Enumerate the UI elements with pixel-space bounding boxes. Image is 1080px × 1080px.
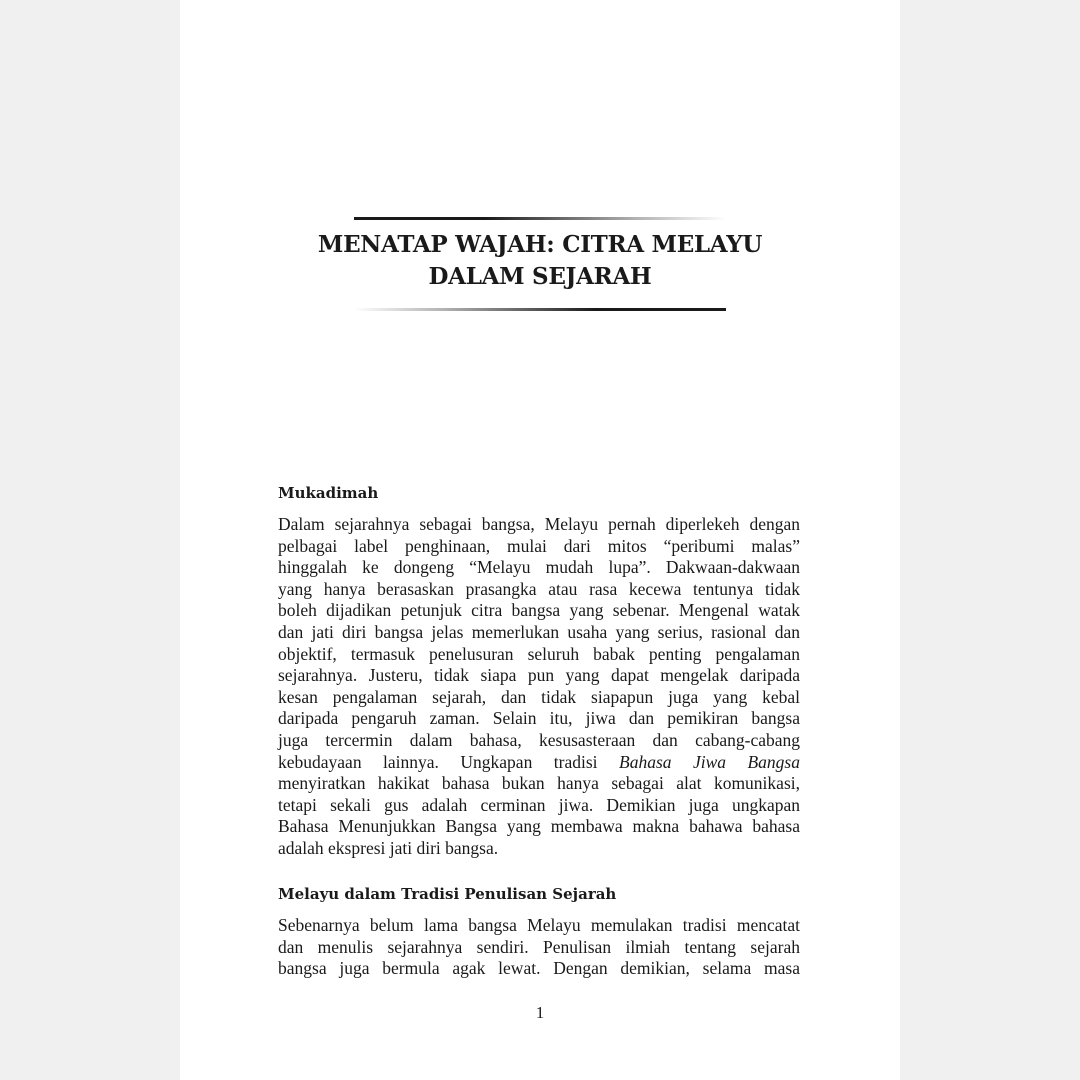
chapter-title <box>280 229 800 293</box>
text-line-with-italic <box>278 752 800 774</box>
text-line: yang hanya berasaskan prasangka atau rasa kecewa tentunya tidak <box>278 578 800 599</box>
paragraph-mukadimah <box>278 514 800 860</box>
chapter-title-line: MENATAP WAJAH: CITRA MELAYU <box>317 231 763 258</box>
text-line: juga tercermin dalam bahasa, kesusasteraan dan cabang-cabang <box>278 729 800 750</box>
title-rule-bottom <box>354 308 726 311</box>
text-line: dan menulis sejarahnya sendiri. Penulisan ilmiah tentang sejarah <box>278 936 800 957</box>
text-line: tetapi sekali gus adalah cerminan jiwa. Demikian juga ungkapan <box>278 794 800 815</box>
text-line: daripada pengaruh zaman. Selain itu, jiwa dan pemikiran bangsa <box>278 708 800 729</box>
text-line: sejarahnya. Justeru, tidak siapa pun yang dapat mengelak daripada <box>278 665 800 686</box>
text-line: boleh dijadikan petunjuk citra bangsa yang sebenar. Mengenal watak <box>278 600 800 621</box>
section-heading-tradisi-penulisan: Melayu dalam Tradisi Penulisan Sejarah <box>278 885 617 903</box>
book-page <box>180 0 900 1080</box>
chapter-title-line: DALAM SEJARAH <box>428 263 652 290</box>
text-line: Sebenarnya belum lama bangsa Melayu memulakan tradisi mencatat <box>278 915 800 935</box>
text-line: dan jati diri bangsa jelas memerlukan usaha yang serius, rasional dan <box>278 621 800 642</box>
text-segment: kebudayaan lainnya. Ungkapan tradisi <box>278 751 598 772</box>
text-line: adalah ekspresi jati diri bangsa. <box>278 837 499 858</box>
paragraph-tradisi-penulisan <box>278 915 800 980</box>
text-line: pelbagai label penghinaan, mulai dari mitos “peribumi malas” <box>278 535 800 556</box>
text-line: Dalam sejarahnya sebagai bangsa, Melayu pernah diperlekeh dengan <box>278 514 800 534</box>
text-line: objektif, termasuk penelusuran seluruh babak penting pengalaman <box>278 643 800 664</box>
page-number: 1 <box>535 1003 545 1022</box>
italic-phrase: Bahasa Jiwa Bangsa <box>619 751 800 772</box>
text-line: Bahasa Menunjukkan Bangsa yang membawa makna bahawa bahasa <box>278 816 800 837</box>
text-line: hinggalah ke dongeng “Melayu mudah lupa”. Dakwaan-dakwaan <box>278 557 800 578</box>
text-line: menyiratkan hakikat bahasa bukan hanya sebagai alat komunikasi, <box>278 773 800 794</box>
text-line: bangsa juga bermula agak lewat. Dengan demikian, selama masa <box>278 958 800 979</box>
text-line: kesan pengalaman sejarah, dan tidak siapapun juga yang kebal <box>278 686 800 707</box>
title-rule-top <box>354 217 726 220</box>
section-heading-mukadimah: Mukadimah <box>278 484 379 502</box>
